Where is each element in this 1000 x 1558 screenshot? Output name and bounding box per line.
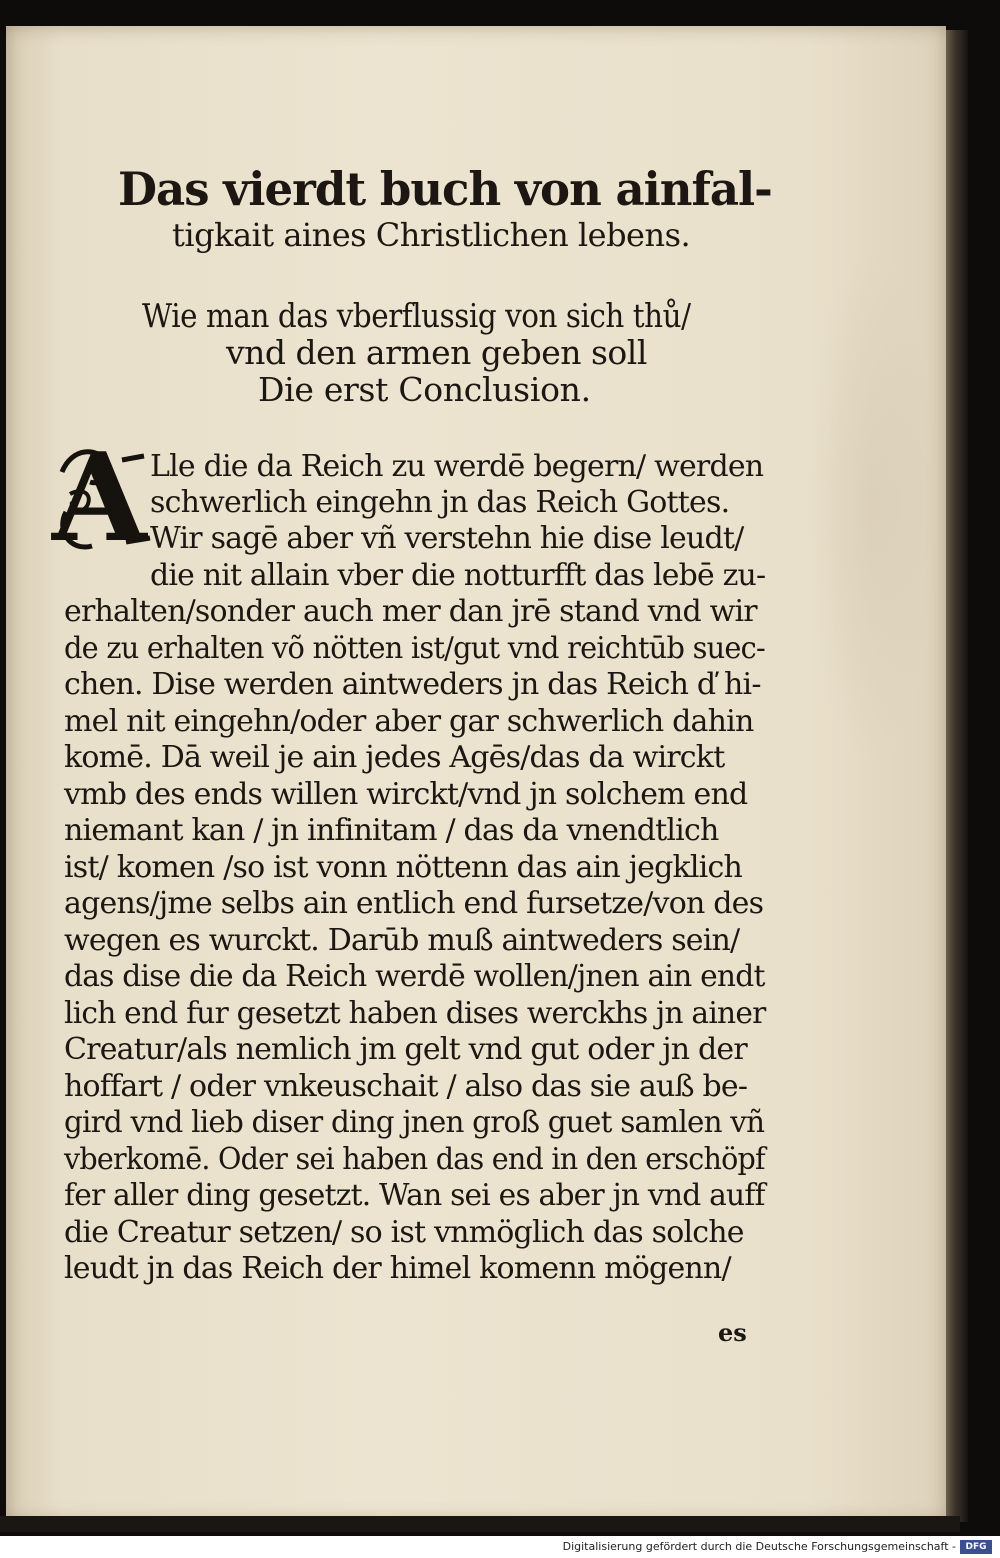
body-text-line: vmb des ends willen wirckt/vnd jn solchem end <box>64 777 748 812</box>
chapter-title-line-2: tigkait aines Christlichen lebens. <box>172 216 691 254</box>
digitization-footer <box>0 1536 1000 1558</box>
body-text-line: niemant kan / jn infinitam / das da vnendtlich <box>64 813 719 848</box>
section-heading-line-2: vnd den armen geben soll <box>226 333 647 372</box>
section-heading-line-1: Wie man das vberflussig von sich thů/ <box>142 296 691 335</box>
dfg-logo: DFG <box>960 1540 992 1554</box>
section-heading-line-3: Die erst Conclusion. <box>258 370 591 409</box>
show-through-bleed <box>806 246 936 766</box>
body-text-line: agens/jme selbs ain entlich end fursetze/von des <box>64 886 764 921</box>
body-text-line: erhalten/sonder auch mer dan jrē stand vnd wir <box>64 594 757 629</box>
decorated-initial <box>52 425 152 569</box>
body-text-line: de zu erhalten võ nötten ist/gut vnd reichtūb suec- <box>64 631 765 666</box>
body-text-line: Creatur/als nemlich jm gelt vnd gut oder jn der <box>64 1032 747 1067</box>
body-text-line: ist/ komen /so ist vonn nöttenn das ain jegklich <box>64 850 742 885</box>
body-text-line: wegen es wurckt. Darūb muß aintweders sein/ <box>64 923 740 958</box>
body-text-line: leudt jn das Reich der himel komenn mögenn/ <box>64 1251 731 1286</box>
initial-letter: A <box>52 425 147 569</box>
page-edge-right <box>946 30 968 1522</box>
body-text-line: das dise die da Reich werdē wollen/jnen ain endt <box>64 959 765 994</box>
body-text-line: gird vnd lieb diser ding jnen groß guet samlen vñ <box>64 1105 765 1140</box>
body-text-line: komē. Dā weil je ain jedes Agēs/das da wirckt <box>64 740 725 775</box>
body-text-line: schwerlich eingehn jn das Reich Gottes. <box>150 485 730 520</box>
body-text-line: chen. Dise werden aintweders jn das Reich ď hi- <box>64 667 761 702</box>
body-text-line: Wir sagē aber vñ verstehn hie dise leudt/ <box>150 521 744 556</box>
funding-credit: Digitalisierung gefördert durch die Deutsche Forschungsgemeinschaft - <box>562 1540 956 1553</box>
chapter-title-line-1: Das vierdt buch von ainfal- <box>118 162 772 216</box>
page-edge-bottom <box>0 1516 960 1532</box>
catchword: es <box>718 1318 747 1347</box>
body-text-line: lich end fur gesetzt haben dises werckhs jn ainer <box>64 996 766 1031</box>
body-text-line: fer aller ding gesetzt. Wan sei es aber jn vnd auff <box>64 1178 765 1213</box>
body-text-line: Lle die da Reich zu werdē begern/ werden <box>150 449 764 484</box>
body-text-line: die nit allain vber die notturfft das lebē zu- <box>150 558 766 593</box>
body-text-line: die Creatur setzen/ so ist vnmöglich das solche <box>64 1215 744 1250</box>
body-text-line: vberkomē. Oder sei haben das end in den erschöpf <box>64 1142 765 1177</box>
body-text-line: hoffart / oder vnkeuschait / also das sie auß be- <box>64 1069 748 1104</box>
body-text-line: mel nit eingehn/oder aber gar schwerlich dahin <box>64 704 754 739</box>
